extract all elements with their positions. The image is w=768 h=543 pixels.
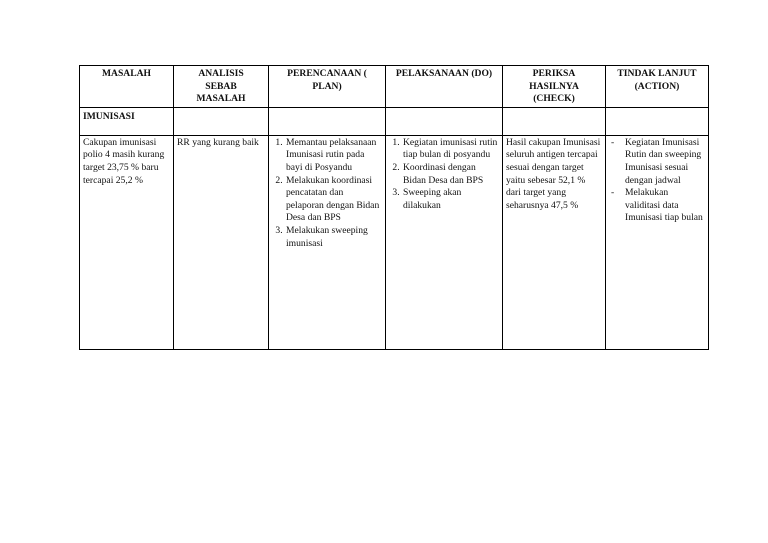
analisis-cell: RR yang kurang baik [174, 135, 269, 349]
action-item-text: Kegiatan Imunisasi Rutin dan sweeping Imunisasi sesuai dengan jadwal [625, 136, 702, 186]
action-item-text: Melakukan validitasi data Imunisasi tiap bulan [625, 187, 703, 224]
header-perencanaan: PERENCANAAN ( PLAN) [269, 66, 386, 108]
dash-bullet: - [611, 187, 615, 199]
header-tindak-lanjut: TINDAK LANJUT (ACTION) [606, 66, 709, 108]
do-item: 1. Kegiatan imunisasi rutin tiap bulan di posyandu [402, 137, 499, 162]
plan-item: 3. Melakukan sweeping imunisasi [285, 225, 382, 250]
empty-cell [606, 107, 709, 135]
plan-item: 1. Memantau pelaksanaan Imunisasi rutin pada bayi di Posyandu [285, 137, 382, 175]
content-row [80, 135, 709, 349]
action-list [609, 137, 705, 225]
header-periksa: PERIKSA HASILNYA (CHECK) [503, 66, 606, 108]
plan-item: 2. Melakukan koordinasi pencatatan dan pelaporan dengan Bidan Desa dan BPS [285, 175, 382, 225]
header-row [80, 66, 709, 108]
section-label: IMUNISASI [80, 107, 174, 135]
do-cell [386, 135, 503, 349]
header-pelaksanaan: PELAKSANAAN (DO) [386, 66, 503, 108]
action-item [611, 187, 705, 225]
plan-list [272, 137, 382, 250]
do-item: 3. Sweeping akan dilakukan [402, 187, 499, 212]
action-cell [606, 135, 709, 349]
empty-cell [503, 107, 606, 135]
do-item: 2. Koordinasi dengan Bidan Desa dan BPS [402, 162, 499, 187]
plan-cell [269, 135, 386, 349]
pdca-table [79, 65, 709, 350]
check-cell: Hasil cakupan Imunisasi seluruh antigen tercapai sesuai dengan target yaitu sebesar 52,1 % dari target yang seharusnya 47,5 % [503, 135, 606, 349]
masalah-cell: Cakupan imunisasi polio 4 masih kurang target 23,75 % baru tercapai 25,2 % [80, 135, 174, 349]
do-list [389, 137, 499, 213]
action-item [611, 136, 705, 187]
header-analisis: ANALISIS SEBAB MASALAH [174, 66, 269, 108]
section-row [80, 107, 709, 135]
header-masalah: MASALAH [80, 66, 174, 108]
empty-cell [269, 107, 386, 135]
dash-bullet: - [611, 136, 615, 148]
empty-cell [174, 107, 269, 135]
empty-cell [386, 107, 503, 135]
